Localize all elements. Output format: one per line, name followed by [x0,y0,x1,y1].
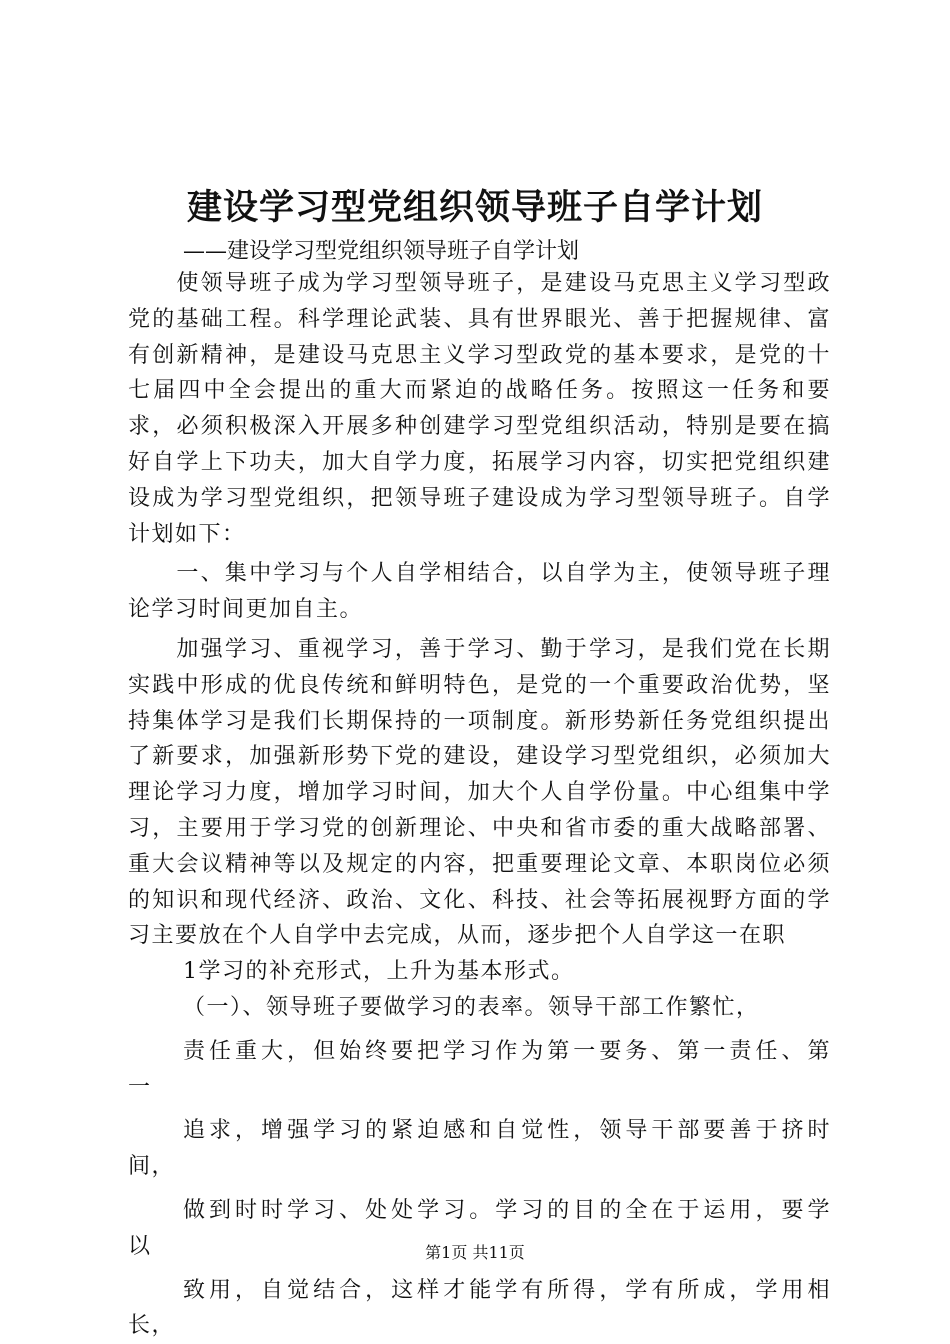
page-footer: 第1页 共11页 [425,1243,525,1262]
broken-line-1 [128,1034,831,1106]
paragraph-section-one: 一、集中学习与个人自学相结合，以自学为主，使领导班子理论学习时间更加自主。 [128,561,831,623]
broken-line-lead: 做到时时学习、处处学习。学习的目的全在于运用，要学 [183,1197,831,1223]
paragraph-strengthen-learning: 加强学习、重视学习，善于学习、勤于学习，是我们党在长期实践中形成的优良传统和鲜明特色，是党的一个重要政治优势，坚持集体学习是我们长期保持的一项制度。新形势新任务党组织提出了新要求，加强新形势下党的建设，建设学习型党组织，必须加大理论学习力度，增加学习时间，加大个人自学份量。中心组集中学习，主要用于学习党的创新理论、中央和省市委的重大战略部署、重大会议精神等以及规定的内容，把重要理论文章、本职岗位必须的知识和现代经济、政治、文化、科技、社会等拓展视野方面的学习主要放在个人自学中去完成，从而，逐步把个人自学这一在职 [128,636,831,949]
paragraph-supplement-form: 1学习的补充形式，上升为基本形式。 [183,959,575,985]
broken-line-2 [128,1113,831,1185]
broken-line-tail: 长， [128,1313,176,1339]
broken-line-lead: 追求，增强学习的紧迫感和自觉性，领导干部要善于挤时 [183,1118,831,1144]
broken-line-4 [128,1273,831,1344]
broken-line-lead: 责任重大，但始终要把学习作为第一要务、第一责任、第 [183,1038,831,1064]
document-subtitle: ——建设学习型党组织领导班子自学计划 [183,239,580,264]
broken-line-lead: 致用，自觉结合，这样才能学有所得，学有所成，学用相 [183,1277,831,1303]
document-body [128,266,831,1344]
paragraph-intro: 使领导班子成为学习型领导班子，是建设马克思主义学习型政党的基础工程。科学理论武装、具有世界眼光、善于把握规律、富有创新精神，是建设马克思主义学习型政党的基本要求，是党的十七届四中全会提出的重大而紧迫的战略任务。按照这一任务和要求，必须积极深入开展多种创建学习型党组织活动，特别是要在搞好自学上下功夫，加大自学力度，拓展学习内容，切实把党组织建设成为学习型党组织，把领导班子建设成为学习型领导班子。自学计划如下： [128,271,831,547]
broken-line-tail: 一 [128,1074,152,1100]
document-title: 建设学习型党组织领导班子自学计划 [186,187,763,228]
paragraph-subsection-one: （一）、领导班子要做学习的表率。领导干部工作繁忙， [183,994,760,1020]
broken-line-tail: 间， [128,1154,176,1180]
broken-line-tail: 以 [128,1233,152,1259]
